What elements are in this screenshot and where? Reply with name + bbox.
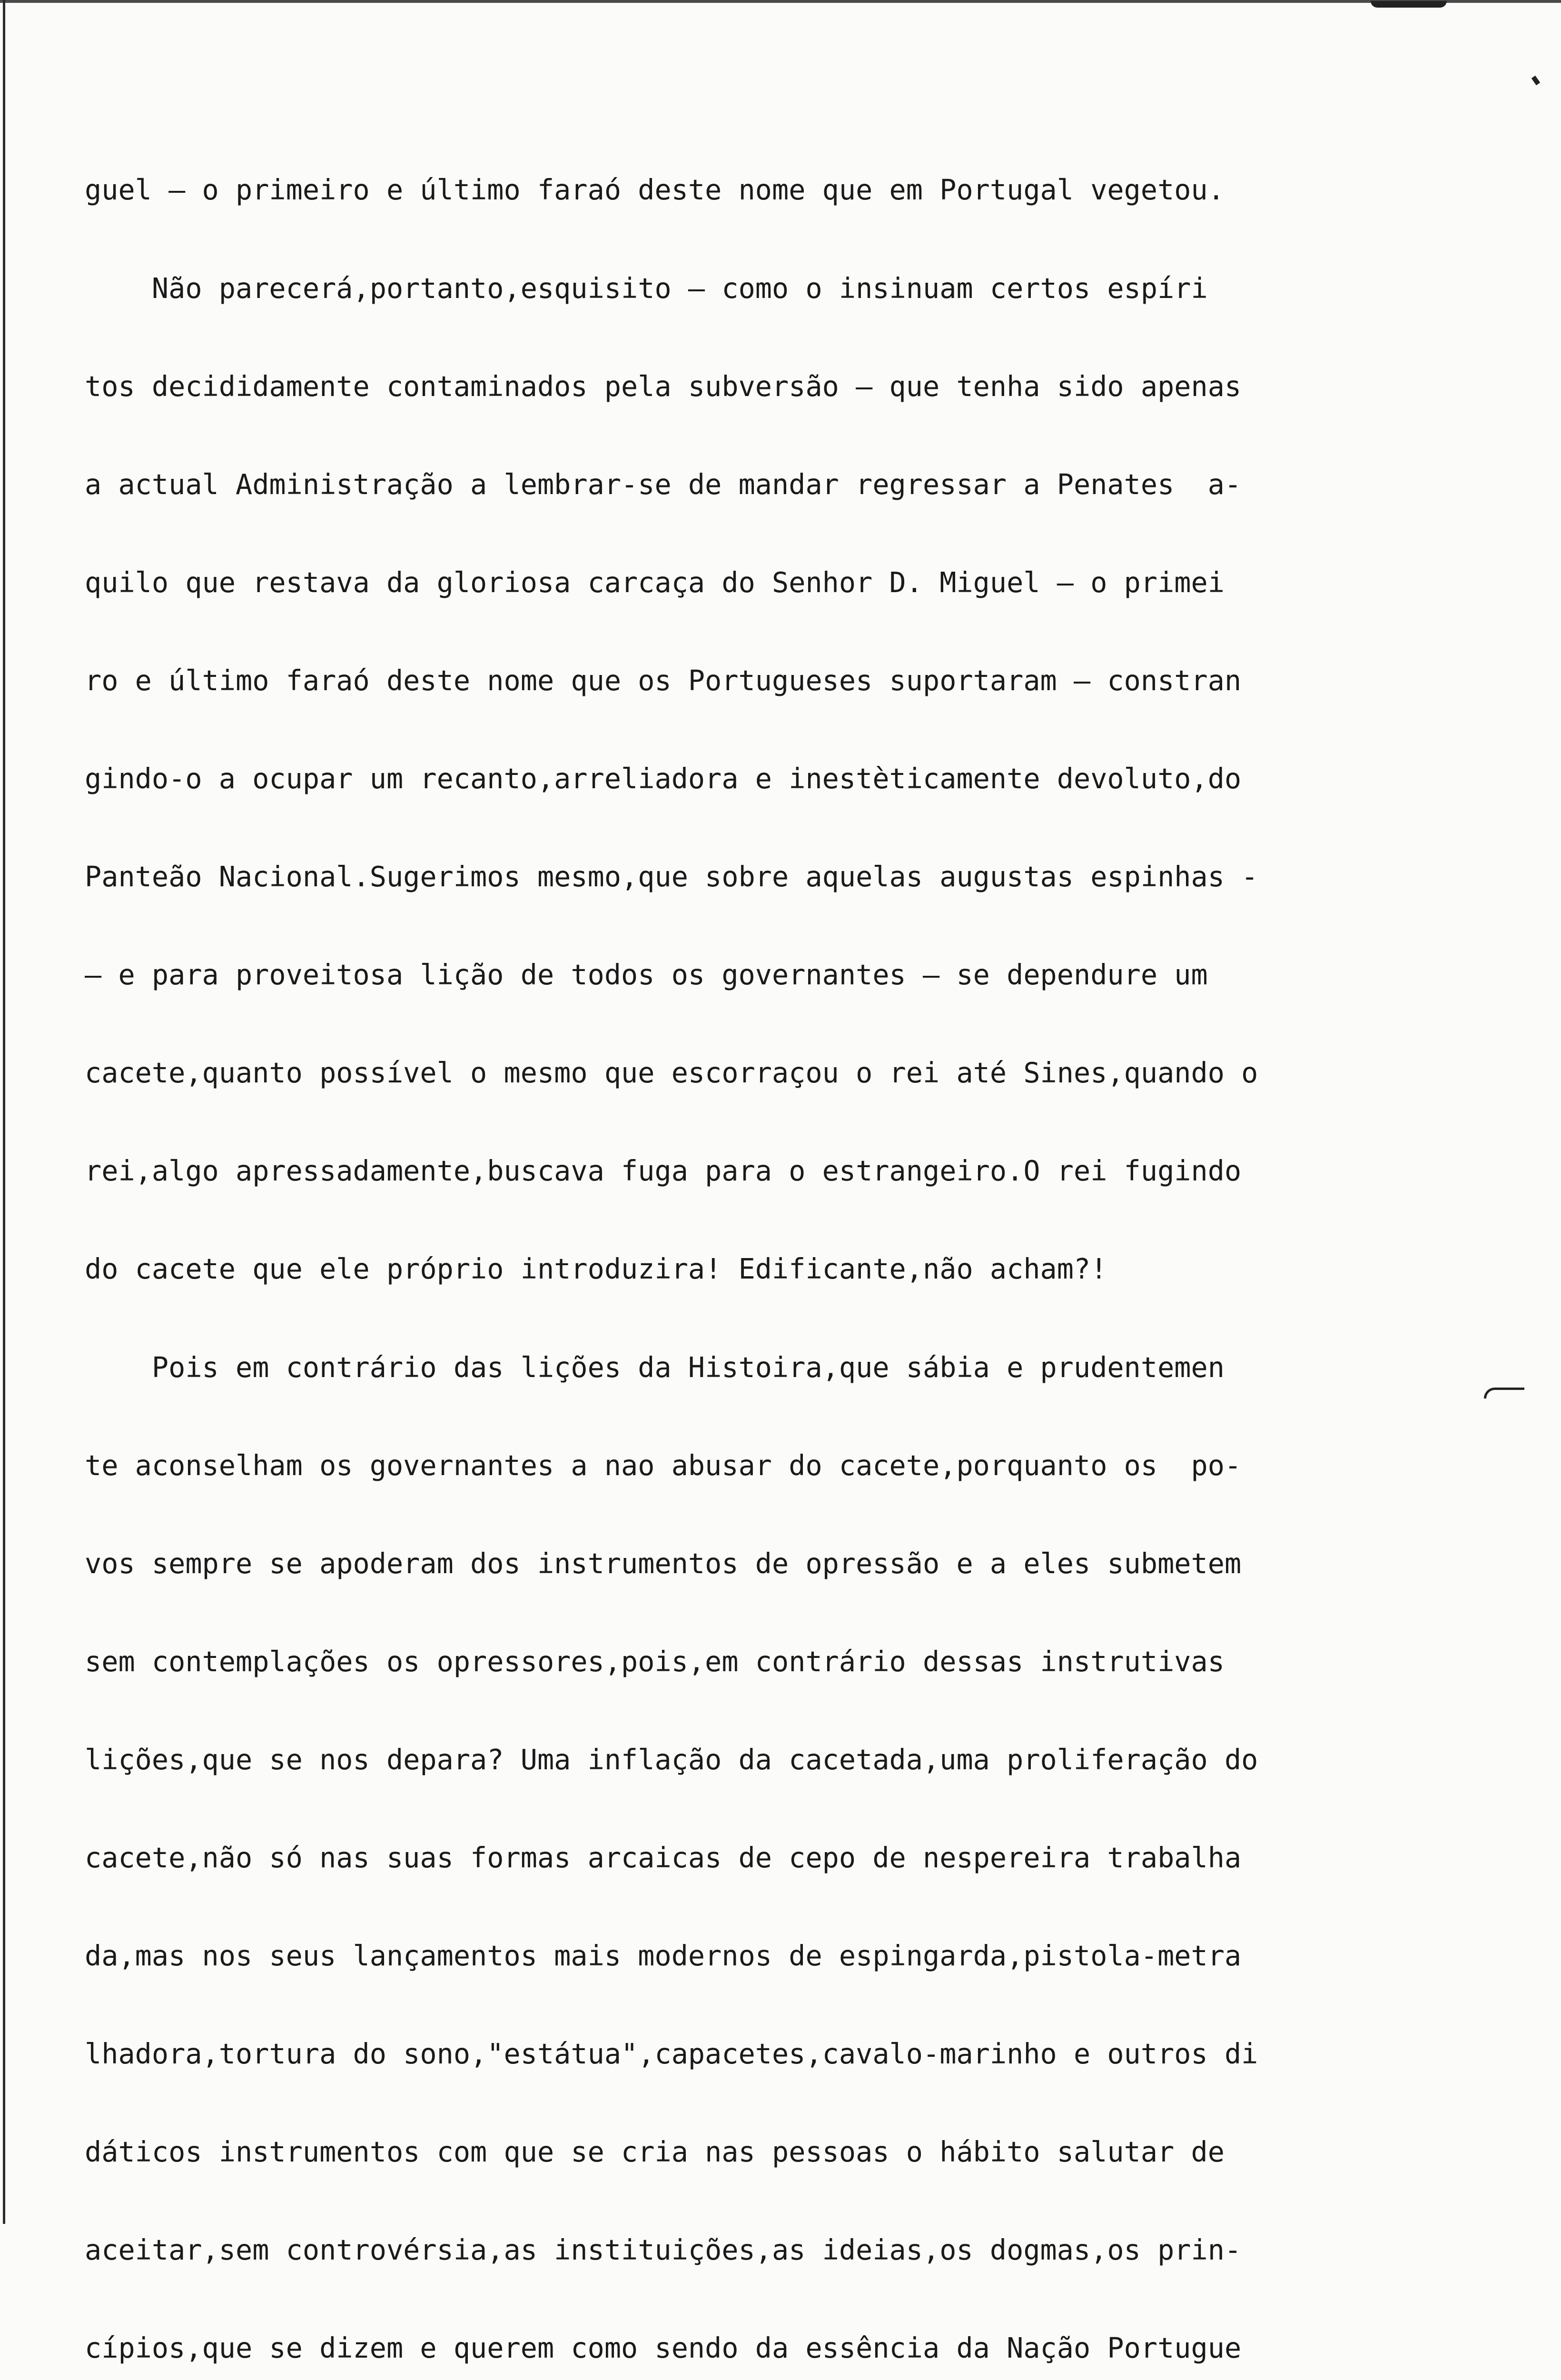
text-line: quilo que restava da gloriosa carcaça do Senhor D. Miguel — o primei (85, 566, 1225, 599)
text-line: Panteão Nacional.Sugerimos mesmo,que sobre aquelas augustas espinhas - (85, 861, 1258, 893)
page-top-edge (0, 0, 1561, 3)
text-line: rei,algo apressadamente,buscava fuga para o estrangeiro.O rei fugindo (85, 1155, 1242, 1188)
text-line: Não parecerá,portanto,esquisito — como o insinuam certos espíri (85, 272, 1208, 305)
text-line: vos sempre se apoderam dos instrumentos de opressão e a eles submetem (85, 1547, 1242, 1580)
text-line: dáticos instrumentos com que se cria nas pessoas o hábito salutar de (85, 2136, 1225, 2169)
text-line: Pois em contrário das lições da Histoira,que sábia e prudentemen (85, 1351, 1225, 1384)
margin-pen-mark (1484, 1388, 1524, 1398)
text-line: a actual Administração a lembrar-se de mandar regressar a Penates a- (85, 468, 1242, 501)
text-line: do cacete que ele próprio introduzira! Edificante,não acham?! (85, 1253, 1107, 1286)
text-line: aceitar,sem controvérsia,as instituições,as ideias,os dogmas,os prin- (85, 2234, 1242, 2267)
text-line: guel — o primeiro e último faraó deste nome que em Portugal vegetou. (85, 174, 1225, 207)
text-line: cacete,não só nas suas formas arcaicas de cepo de nespereira trabalha (85, 1842, 1242, 1874)
text-line: cípios,que se dizem e querem como sendo da essência da Nação Portugue (85, 2332, 1242, 2365)
page-left-edge (3, 0, 5, 2224)
text-line: gindo-o a ocupar um recanto,arreliadora e inestèticamente devoluto,do (85, 762, 1242, 795)
text-line: tos decididamente contaminados pela subversão — que tenha sido apenas (85, 370, 1242, 403)
text-line: cacete,quanto possível o mesmo que escorraçou o rei até Sines,quando o (85, 1057, 1258, 1090)
text-line: ro e último faraó deste nome que os Portugueses suportaram — constran (85, 664, 1242, 697)
text-line: sem contemplações os opressores,pois,em contrário dessas instrutivas (85, 1645, 1225, 1678)
typed-document-body (85, 109, 1446, 2380)
text-line: da,mas nos seus lançamentos mais modernos de espingarda,pistola-metra (85, 1940, 1242, 1973)
scan-edge-mark (1371, 1, 1447, 8)
text-line: te aconselham os governantes a nao abusar do cacete,porquanto os po- (85, 1449, 1242, 1482)
text-line: lhadora,tortura do sono,"estátua",capacetes,cavalo-marinho e outros di (85, 2038, 1258, 2071)
text-line: lições,que se nos depara? Uma inflação da cacetada,uma proliferação do (85, 1743, 1258, 1776)
text-line: — e para proveitosa lição de todos os governantes — se dependure um (85, 959, 1208, 992)
scan-tick-mark (1531, 76, 1541, 85)
